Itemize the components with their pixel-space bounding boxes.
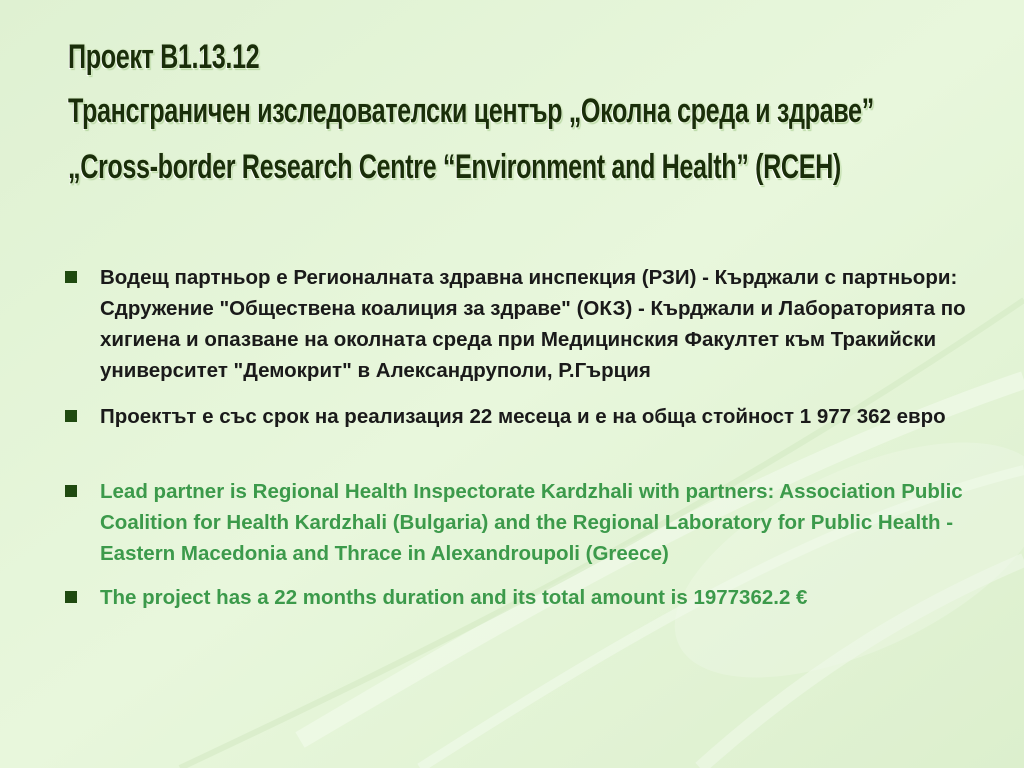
project-code-title: Проект B1.13.12 <box>68 38 260 76</box>
bullet-list <box>62 262 982 613</box>
list-item-text: Проектът е със срок на реализация 22 месеца и е на обща стойност 1 977 362 евро <box>100 405 946 428</box>
list-item-text: Lead partner is Regional Health Inspectorate Kardzhali with partners: Association Public Coalition for Health Kardzhali (Bulgaria) and the Regional Laboratory for Public Health - Eastern Macedonia and Thrace in Alexandroupoli (Greece) <box>100 480 963 565</box>
square-bullet-icon <box>65 485 77 497</box>
list-item-text: Водещ партньор е Регионалната здравна инспекция (РЗИ) - Кърджали с партньори: Сдружение "Обществена коалиция за здраве" (ОКЗ) - Кърджали и Лабораторията по хигиена и опазване на околната среда при Медицинския Факултет към Тракийски университет "Демокрит" в Александруполи, Р.Гърция <box>100 266 966 382</box>
list-item <box>62 262 982 386</box>
list-item <box>62 476 982 569</box>
square-bullet-icon <box>65 410 77 422</box>
list-item-text: The project has a 22 months duration and its total amount is 1977362.2 € <box>100 586 808 609</box>
square-bullet-icon <box>65 591 77 603</box>
bulgarian-title: Трансграничен изследователски център „Околна среда и здраве” <box>68 92 874 130</box>
list-item <box>62 582 982 613</box>
english-title: „Cross-border Research Centre “Environment and Health” (RCEH) <box>68 148 841 186</box>
square-bullet-icon <box>65 271 77 283</box>
list-item <box>62 401 982 432</box>
